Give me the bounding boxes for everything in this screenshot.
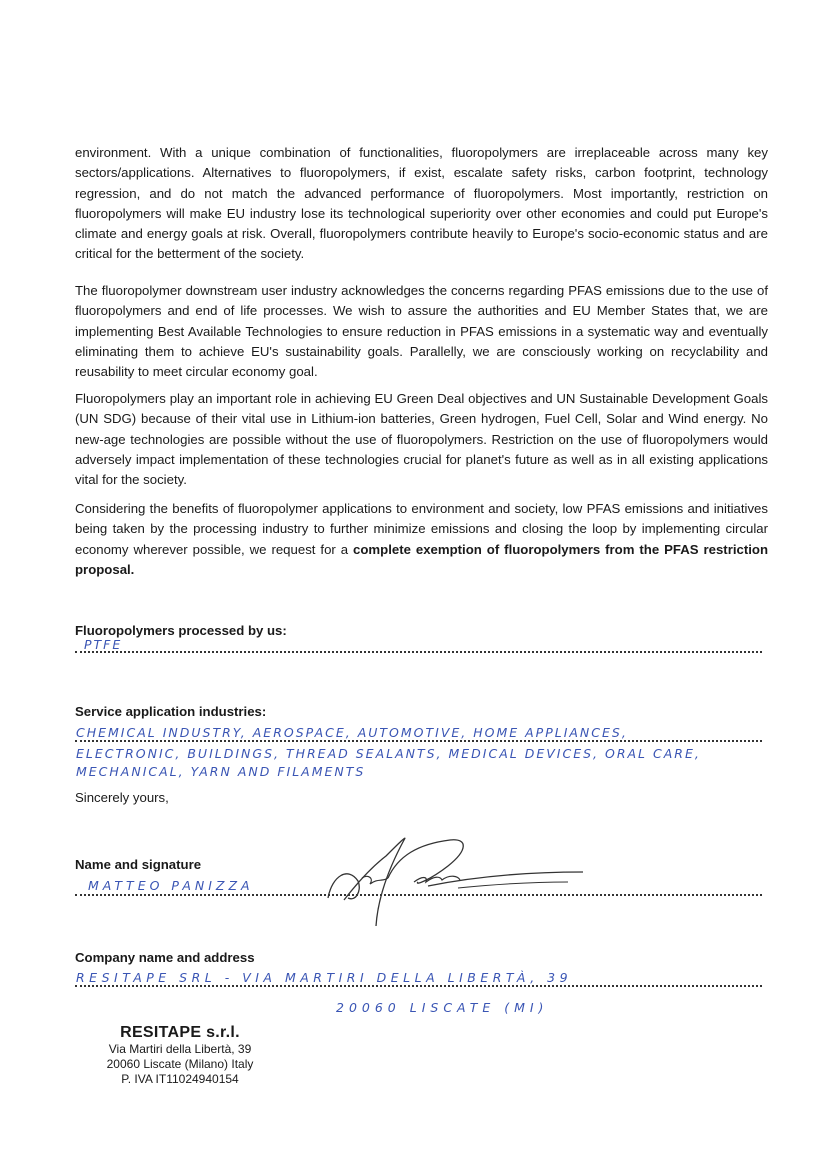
industries-line-2: ELECTRONIC, BUILDINGS, THREAD SEALANTS, MEDICAL DEVICES, ORAL CARE, [76,746,701,761]
fluoropolymers-dotted-line [75,651,762,653]
name-value: MATTEO PANIZZA [88,878,254,893]
industries-dotted-line [75,740,762,742]
stamp-company-name: RESITAPE s.r.l. [120,1024,240,1041]
request-exemption-text: complete exemption of fluoropolymers from the PFAS restriction proposal. [75,541,768,577]
company-label: Company name and address [75,950,255,965]
handwritten-signature [318,826,598,936]
company-dotted-line [75,985,762,987]
fluoropolymers-value: PTFE [84,637,123,652]
company-line-2: 20060 LISCATE (MI) [336,1000,549,1015]
paragraph-green-deal: Fluoropolymers play an important role in achieving EU Green Deal objectives and UN Sustainable Development Goals (UN SDG) because of their vital use in Lithium-ion batteries, Green hydrogen, Fuel Cell, Solar and Wind energy. No new-age technologies are possible without the use of fluoropolymers. Restriction on the use of fluoropolymers would adversely impact implementation of these technologies crucial for planet's future as well as in all existing applications vital for the society. [75,391,768,488]
industries-label: Service application industries: [75,704,267,719]
paragraph-emissions: The fluoropolymer downstream user industry acknowledges the concerns regarding PFAS emissions due to the use of fluoropolymers and end of life processes. We wish to assure the authorities and EU Member States that, we are implementing Best Available Technologies to ensure reduction in PFAS emissions in a systematic way and eventually eliminating them to achieve EU's sustainability goals. Parallelly, we are consciously working on recyclability and reusability to meet circular economy goal. [75,283,768,380]
stamp-address-line-1: Via Martiri della Libertà, 39 [108,1042,252,1056]
closing-text: Sincerely yours, [75,790,169,805]
stamp-vat-number: P. IVA IT11024940154 [121,1072,239,1086]
request-text: Considering the benefits of fluoropolymer applications to environment and society, low PFAS emissions and initiatives being taken by the processing industry to further minimize emissions and closing the loop by implementing circular economy wherever possible, we request for a [75,501,768,557]
name-label: Name and signature [75,857,202,872]
paragraph-benefits: environment. With a unique combination of functionalities, fluoropolymers are irreplaceable across many key sectors/applications. Alternatives to fluoropolymers, if exist, escalate safety risks, carbon footprint, technology regression, and do not match the advanced performance of fluoropolymers. Most importantly, restriction on fluoropolymers will make EU industry lose its technological superiority over other economies and could put Europe's climate and energy goals at risk. Overall, fluoropolymers contribute heavily to Europe's socio-economic status and are critical for the betterment of the society. [75,145,768,262]
industries-line-3: MECHANICAL, YARN AND FILAMENTS [76,764,366,779]
stamp-address-line-2: 20060 Liscate (Milano) Italy [106,1057,254,1071]
company-stamp [95,1024,265,1087]
industries-line-1: CHEMICAL INDUSTRY, AEROSPACE, AUTOMOTIVE, HOME APPLIANCES, [76,725,628,740]
fluoropolymers-label: Fluoropolymers processed by us: [75,623,287,638]
paragraph-request [75,499,768,580]
company-line-1: RESITAPE SRL - VIA MARTIRI DELLA LIBERTÀ, 39 [76,970,573,985]
